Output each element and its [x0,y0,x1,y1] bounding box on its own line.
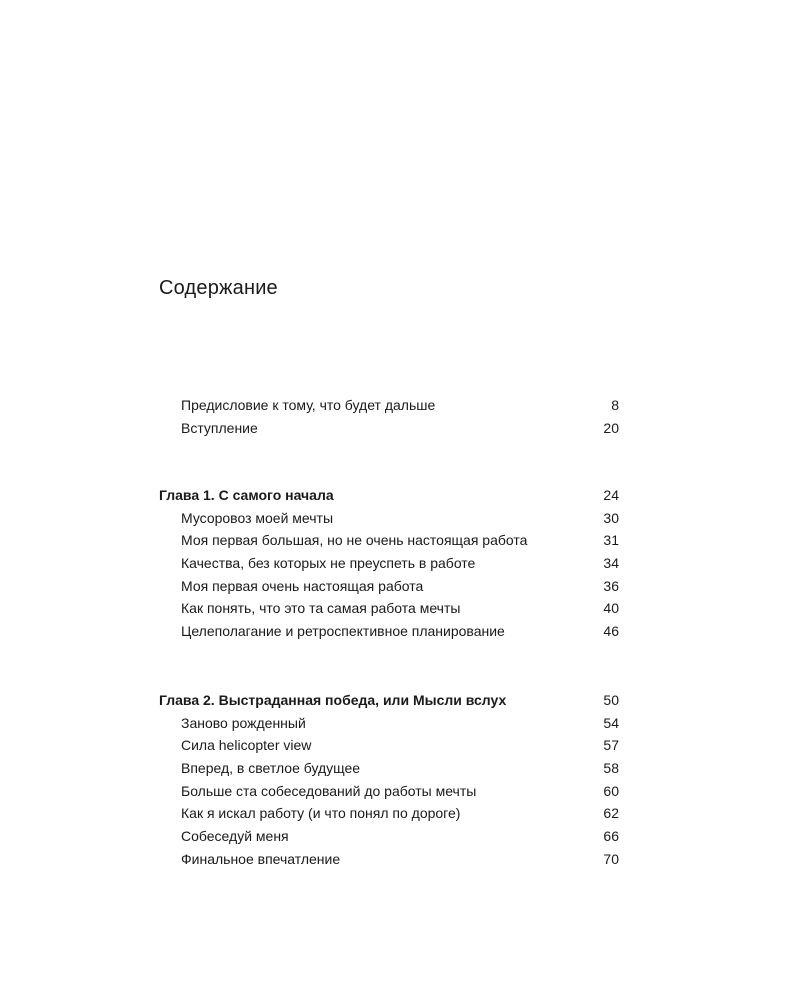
toc-entry [159,575,619,598]
toc-entry-page: 70 [603,850,619,867]
toc-entry-label: Вперед, в светлое будущее [181,760,361,777]
toc-entry [159,848,619,871]
toc-entry [159,734,619,757]
toc-chapter-1-section [159,484,619,643]
toc-chapter-heading [159,689,619,712]
toc-chapter-2-section [159,689,619,871]
toc-chapter-heading [159,484,619,507]
toc-entry-page: 34 [603,555,619,572]
toc-entry-page: 46 [603,623,619,640]
toc-entry-label: Как я искал работу (и что понял по дороге) [181,805,461,822]
toc-entry-label: Целеполагание и ретроспективное планирование [181,623,505,640]
toc-entry [159,507,619,530]
toc-entry-label: Больше ста собеседований до работы мечты [181,782,477,799]
toc-entry-label: Сила helicopter view [181,737,312,754]
toc-entry [159,417,619,440]
toc-entry [159,529,619,552]
toc-entry [159,780,619,803]
toc-entry-page: 40 [603,600,619,617]
toc-entry-label: Финальное впечатление [181,850,341,867]
toc-chapter-page: 24 [603,487,619,503]
toc-entry [159,620,619,643]
toc-entry-page: 60 [603,782,619,799]
toc-entry-label: Вступление [181,419,258,436]
toc-intro-section [159,394,619,439]
toc-entry [159,597,619,620]
toc-entry-label: Как понять, что это та самая работа мечты [181,600,461,617]
toc-entry-label: Качества, без которых не преуспеть в работе [181,555,476,572]
toc-chapter-label: Глава 2. Выстраданная победа, или Мысли вслух [159,692,507,708]
toc-entry-page: 31 [603,532,619,549]
toc-entry-page: 62 [603,805,619,822]
toc-entry-page: 66 [603,828,619,845]
toc-entry [159,825,619,848]
toc-entry [159,757,619,780]
toc-chapter-page: 50 [603,692,619,708]
toc-entry-page: 58 [603,760,619,777]
toc-entry-page: 30 [603,509,619,526]
toc-chapter-label: Глава 1. С самого начала [159,487,334,503]
toc-entry-label: Собеседуй меня [181,828,289,845]
toc-entry [159,394,619,417]
toc-entry-label: Заново рожденный [181,714,306,731]
toc-entry-label: Мусоровоз моей мечты [181,509,334,526]
toc-entry-label: Моя первая большая, но не очень настоящая работа [181,532,528,549]
toc-entry-page: 20 [603,419,619,436]
toc-entry [159,802,619,825]
toc-entry [159,712,619,735]
toc-entry [159,552,619,575]
toc-entry-label: Моя первая очень настоящая работа [181,577,424,594]
toc-entry-page: 54 [603,714,619,731]
toc-entry-page: 36 [603,577,619,594]
toc-entry-page: 57 [603,737,619,754]
toc-entry-page: 8 [611,397,619,413]
page-title: Содержание [159,277,278,299]
toc-entry-label: Предисловие к тому, что будет дальше [181,397,436,413]
